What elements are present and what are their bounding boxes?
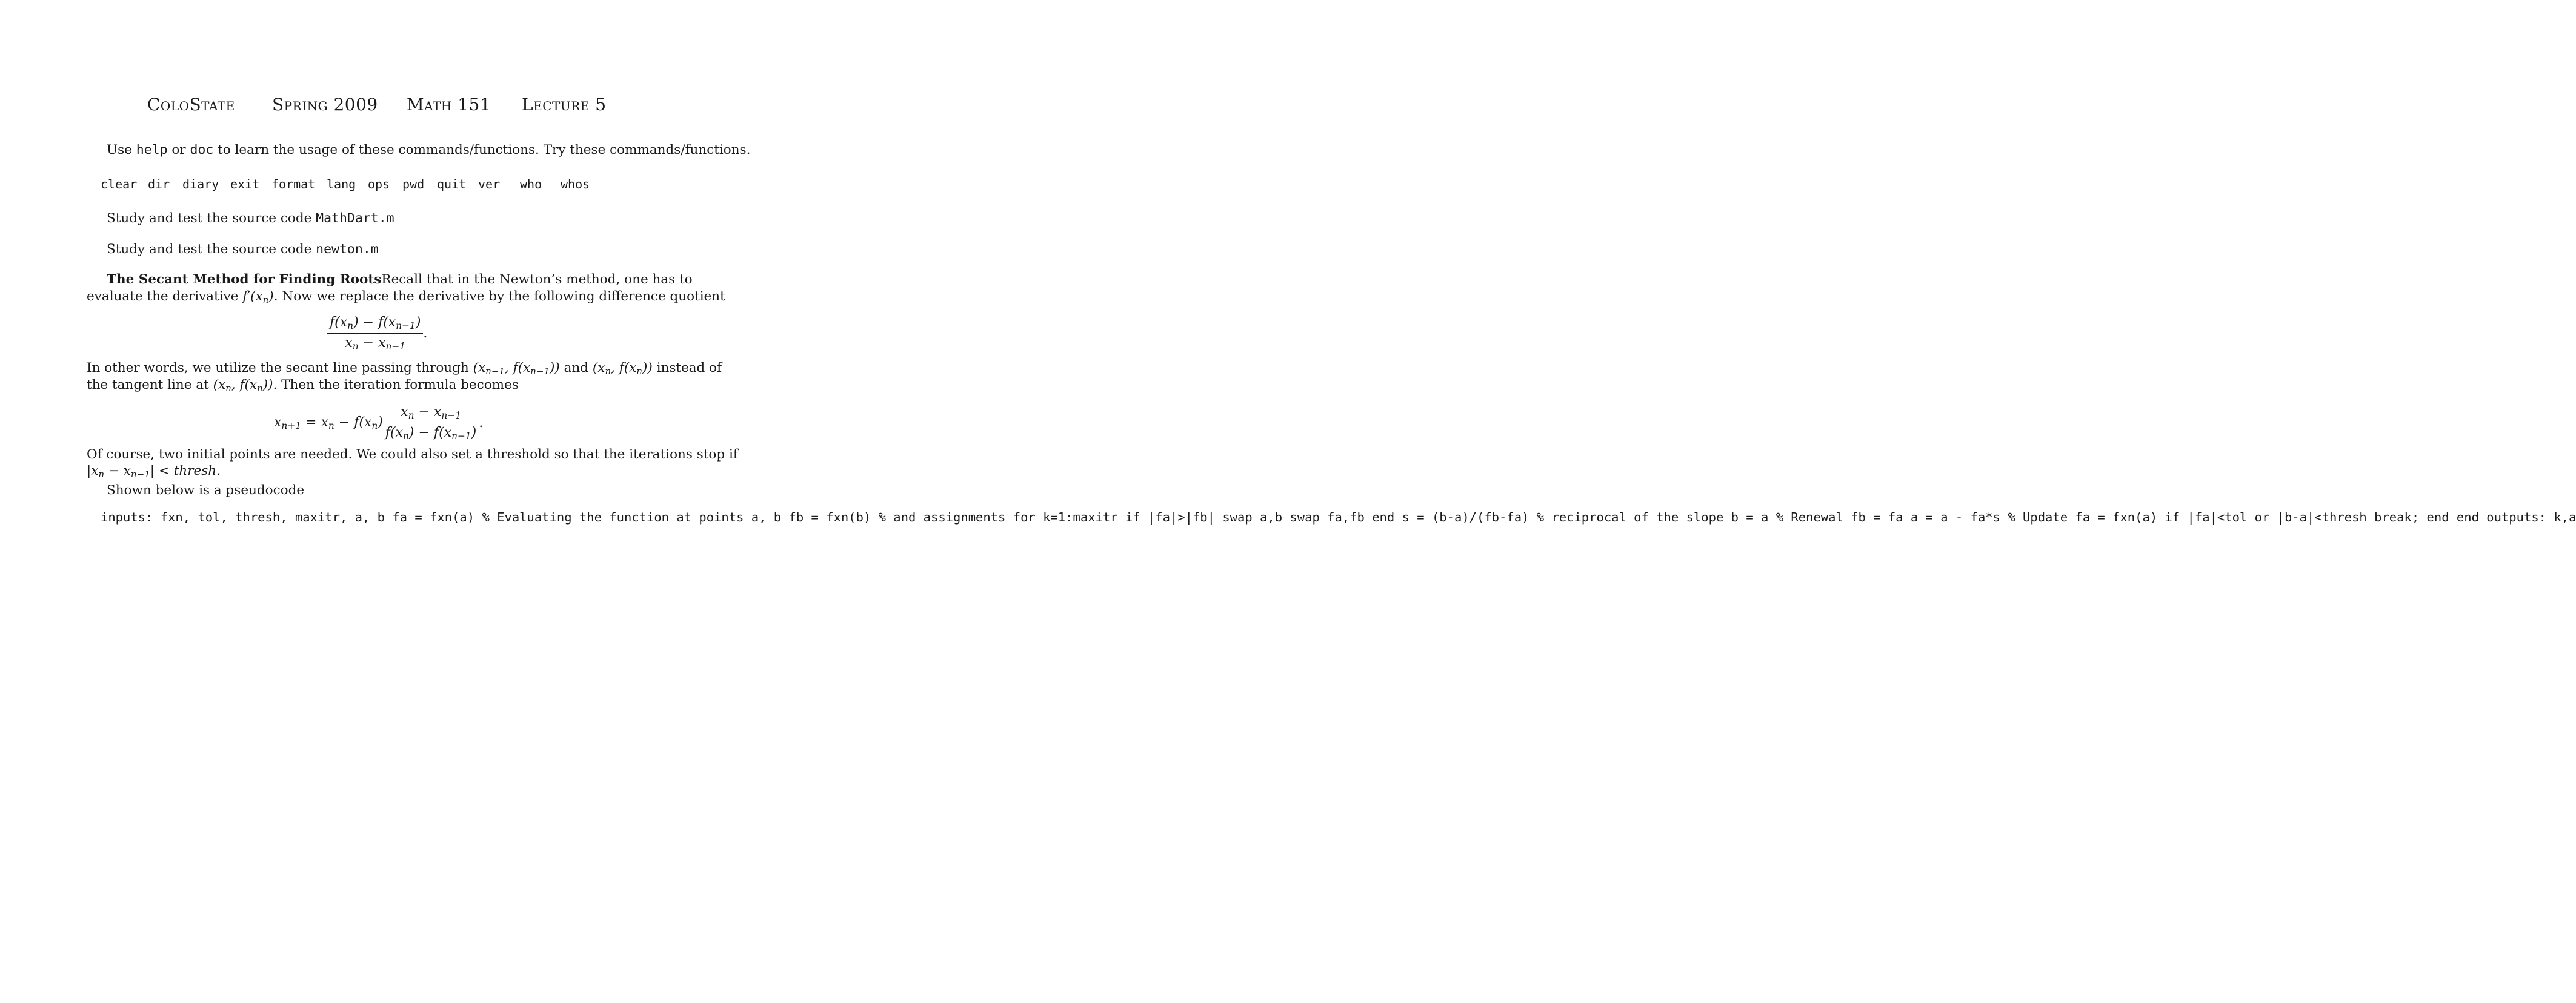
thresh-word: thresh [173,463,217,478]
p2-line2-b: . Then the iteration formula becomes [273,377,519,392]
command-pwd: pwd [402,177,425,191]
header-school: ColoState [147,94,235,114]
intro-doc-command: doc [190,142,214,157]
command-lang: lang [327,177,356,191]
command-whos: whos [561,177,590,191]
intro-or: or [171,142,186,157]
command-clear: clear [101,177,138,191]
secant-p1-line2b: . Now we replace the derivative by the following difference quotient [273,289,725,304]
code-line: fa = fxn(a) [2075,510,2158,525]
header-term: Spring 2009 [272,94,378,114]
header-lecture: Lecture 5 [522,94,607,114]
code-line: outputs: k,a [2486,510,2576,525]
command-format: format [271,177,316,191]
code-line: a = a - fa*s % Update [1910,510,2068,525]
code-line: inputs: fxn, tol, thresh, maxitr, a, b [101,510,385,525]
difference-quotient: $\frac{f(x_n) - f(x_{n-1})}{x_n - x_{n-1}}$ . [327,315,427,352]
pseudocode-block [101,509,2576,526]
secant-p3-line1: Of course, two initial points are needed. We could also set a threshold so that the iterations stop if [87,447,738,462]
secant-heading: The Secant Method for Finding Roots [107,272,382,287]
study-mathdart-file: MathDart.m [316,211,394,226]
header-course: Math 151 [407,94,491,114]
code-line: s = (b-a)/(fb-fa) % reciprocal of the slope [1402,510,1724,525]
secant-p3-line2: $|x_n - x_{n-1}|$ < thresh. [87,463,221,480]
code-line: break; [2374,510,2420,525]
p2-text-c: instead of [656,360,722,376]
code-line: if |fa|<tol or |b-a|<thresh [2165,510,2367,525]
code-line: end [1372,510,1395,525]
code-line: end [2456,510,2479,525]
secant-line-2: evaluate the derivative $f'(x_n)$. Now we replace the derivative by the following difference quotient [87,289,725,305]
intro-use: Use [107,142,132,157]
command-quit: quit [437,177,467,191]
intro-rest: to learn the usage of these commands/functions. Try these commands/functions. [218,142,751,157]
intro-paragraph [107,141,750,159]
iteration-formula: $x_{n+1} = x_n - f(x_n)$ $\frac{x_n - x_{n-1}}{f(x_n) - f(x_{n-1})}$ . [274,405,484,442]
p2-line2-a: the tangent line at [87,377,209,392]
p2-text-a: In other words, we utilize the secant line passing through [87,360,469,376]
study-newton-text: Study and test the source code [107,242,312,257]
study-newton-file: newton.m [316,242,379,257]
secant-p1-line2a: evaluate the derivative [87,289,239,304]
command-who: who [520,177,542,191]
command-dir: dir [148,177,170,191]
code-line: fb = fa [1851,510,1903,525]
study-newton [107,240,379,258]
command-ver: ver [478,177,501,191]
study-mathdart-text: Study and test the source code [107,211,312,226]
code-line: if |fa|>|fb| [1125,510,1215,525]
command-exit: exit [230,177,260,191]
secant-line-1 [107,271,693,288]
code-line: end [2426,510,2449,525]
code-line: swap fa,fb [1290,510,1365,525]
code-line: fb = fxn(b) % and assignments [788,510,1006,525]
code-line: swap a,b [1222,510,1283,525]
secant-p2-line2: the tangent line at ($x_n$, $f(x_n)$). Then the iteration formula becomes [87,377,519,394]
p2-text-b: and [564,360,589,376]
pseudocode-intro: Shown below is a pseudocode [107,483,305,498]
code-line: for k=1:maxitr [1013,510,1118,525]
code-line: fa = fxn(a) % Evaluating the function at points a, b [392,510,782,525]
code-line: b = a % Renewal [1731,510,1843,525]
secant-p2-line1: In other words, we utilize the secant line passing through ($x_{n-1}$, $f(x_{n-1})$) and ($x_n$, $f(x_n)$) instead of [87,360,722,377]
study-mathdart [107,210,394,227]
intro-help-command: help [136,142,168,157]
command-diary: diary [182,177,219,191]
secant-p1-line1: Recall that in the Newton’s method, one has to [381,272,693,287]
command-ops: ops [368,177,390,191]
